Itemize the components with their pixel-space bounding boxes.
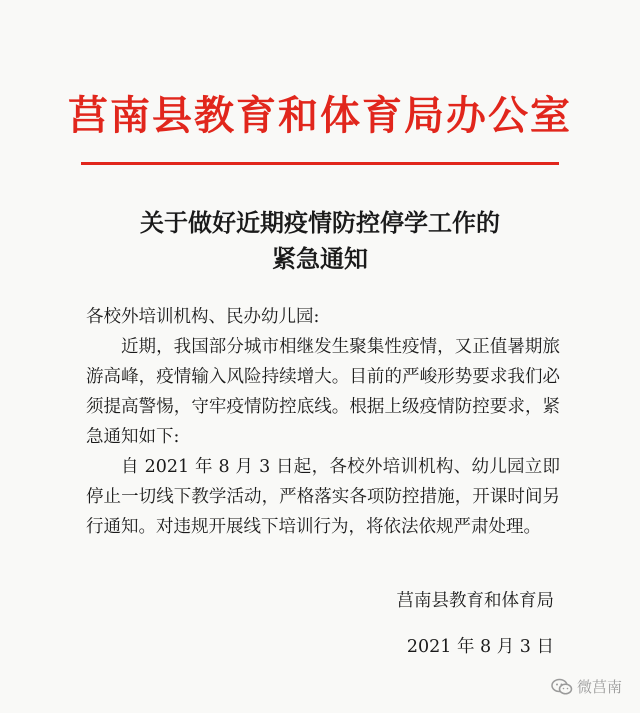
body-paragraph-2: 自 2021 年 8 月 3 日起，各校外培训机构、幼儿园立即停止一切线下教学活动，严格落实各项防控措施，开课时间另行通知。对违规开展线下培训行为，将依法依规严肃处理。 (86, 457, 560, 537)
document-title (0, 205, 640, 277)
signature-organization: 莒南县教育和体育局 (396, 591, 554, 611)
watermark (551, 676, 622, 697)
document-title-line-1: 关于做好近期疫情防控停学工作的 (140, 208, 500, 237)
body-paragraph-1: 近期，我国部分城市相继发生聚集性疫情，又正值暑期旅游高峰，疫情输入风险持续增大。目前的严峻形势要求我们必须提高警惕，守牢疫情防控底线。根据上级疫情防控要求，紧急通知如下: (86, 337, 560, 447)
wechat-icon (551, 678, 573, 696)
org-header-title: 莒南县教育和体育局办公室 (68, 92, 572, 139)
red-divider-line (81, 162, 559, 165)
salutation: 各校外培训机构、民办幼儿园: (86, 307, 320, 327)
watermark-text: 微莒南 (576, 678, 622, 696)
signature-date: 2021 年 8 月 3 日 (406, 637, 554, 657)
document-body (86, 302, 560, 542)
document-title-line-2: 紧急通知 (272, 244, 368, 273)
